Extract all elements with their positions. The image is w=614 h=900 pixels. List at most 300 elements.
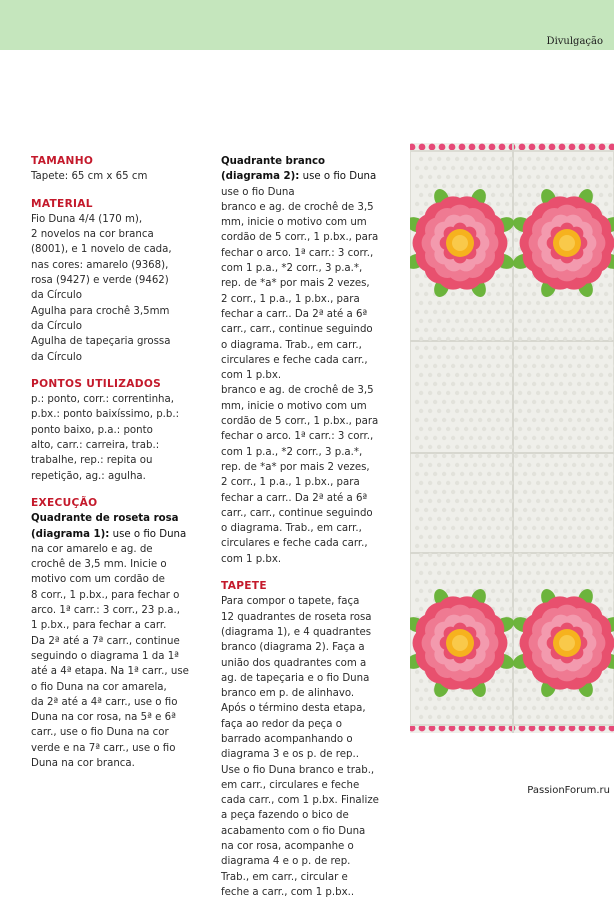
material-list — [31, 212, 219, 365]
stitch-texture — [509, 517, 513, 521]
stitch-texture — [415, 202, 419, 206]
stitch-texture — [599, 157, 603, 161]
stitch-texture — [473, 445, 477, 449]
stitch-texture — [527, 301, 531, 305]
stitch-texture — [523, 202, 527, 206]
stitch-texture — [545, 337, 549, 341]
stitch-texture — [433, 310, 437, 314]
stitch-texture — [577, 526, 581, 530]
stitch-texture — [518, 571, 522, 575]
rug-line: a peça fazendo o bico de — [221, 810, 349, 822]
stitch-texture — [500, 589, 504, 593]
stitch-texture — [505, 274, 509, 278]
picot-top — [449, 144, 456, 151]
stitch-texture — [464, 715, 468, 719]
execution-sub-text: Quadrante de roseta rosa — [31, 513, 179, 525]
stitch-texture — [496, 364, 500, 368]
stitch-texture — [460, 544, 464, 548]
stitch-texture — [527, 391, 531, 395]
rug-line: 12 quadrantes de roseta rosa — [221, 611, 372, 623]
stitch-texture — [473, 715, 477, 719]
stitch-texture — [433, 418, 437, 422]
stitch-texture — [608, 373, 612, 377]
stitch-texture — [595, 184, 599, 188]
stitch-texture — [586, 310, 590, 314]
stitch-texture — [590, 373, 594, 377]
stitch-texture — [608, 697, 612, 701]
stitch-texture — [446, 571, 450, 575]
stitch-texture — [496, 706, 500, 710]
stitch-texture — [514, 166, 518, 170]
stitch-texture — [568, 382, 572, 386]
stitch-texture — [487, 382, 491, 386]
stitch-texture — [496, 346, 500, 350]
picot-top — [489, 144, 496, 151]
stitch-texture — [509, 697, 513, 701]
stitch-texture — [545, 499, 549, 503]
stitch-texture — [446, 499, 450, 503]
stitch-texture — [536, 715, 540, 719]
stitch-texture — [433, 490, 437, 494]
stitch-texture — [509, 247, 513, 251]
stitch-texture — [595, 328, 599, 332]
stitch-texture — [532, 562, 536, 566]
white-quadrant-sub-line — [221, 169, 406, 184]
stitch-texture — [559, 166, 563, 170]
stitch-texture — [599, 553, 603, 557]
stitch-texture — [568, 490, 572, 494]
stitch-texture — [469, 292, 473, 296]
stitch-texture — [532, 598, 536, 602]
stitch-texture — [545, 571, 549, 575]
stitch-texture — [563, 193, 567, 197]
stitch-texture — [581, 553, 585, 557]
stitch-texture — [491, 409, 495, 413]
stitch-texture — [586, 400, 590, 404]
stitch-texture — [415, 310, 419, 314]
stitch-texture — [482, 391, 486, 395]
stitch-texture — [469, 490, 473, 494]
stitch-texture — [446, 589, 450, 593]
stitch-texture — [563, 175, 567, 179]
stitch-texture — [523, 184, 527, 188]
stitch-texture — [599, 175, 603, 179]
stitch-texture — [491, 553, 495, 557]
stitch-texture — [595, 418, 599, 422]
material-line: nas cores: amarelo (9368), — [31, 259, 169, 271]
stitch-texture — [482, 535, 486, 539]
stitch-texture — [451, 166, 455, 170]
white-quadrant-line: rep. de *a* por mais 2 vezes, — [221, 461, 370, 473]
stitch-texture — [590, 427, 594, 431]
stitches-heading: PONTOS UTILIZADOS — [31, 377, 162, 390]
stitch-texture — [446, 301, 450, 305]
stitch-texture — [415, 508, 419, 512]
stitch-texture — [455, 157, 459, 161]
stitch-texture — [527, 607, 531, 611]
stitch-texture — [586, 562, 590, 566]
stitch-texture — [518, 391, 522, 395]
stitch-texture — [595, 364, 599, 368]
stitch-texture — [572, 175, 576, 179]
stitch-texture — [500, 427, 504, 431]
stitch-texture — [433, 328, 437, 332]
stitch-texture — [473, 481, 477, 485]
stitch-texture — [451, 454, 455, 458]
stitch-texture — [514, 706, 518, 710]
stitch-texture — [491, 499, 495, 503]
stitch-texture — [469, 418, 473, 422]
stitch-texture — [527, 409, 531, 413]
stitch-texture — [496, 292, 500, 296]
stitch-texture — [590, 391, 594, 395]
stitch-texture — [604, 346, 608, 350]
stitch-texture — [500, 175, 504, 179]
stitch-texture — [536, 283, 540, 287]
stitches-line: repetição, ag.: agulha. — [31, 470, 146, 482]
stitch-texture — [424, 328, 428, 332]
stitch-texture — [509, 193, 513, 197]
stitch-texture — [442, 310, 446, 314]
stitch-texture — [604, 454, 608, 458]
stitch-texture — [491, 175, 495, 179]
stitch-texture — [464, 697, 468, 701]
stitch-texture — [505, 580, 509, 584]
stitch-texture — [545, 697, 549, 701]
stitch-texture — [604, 598, 608, 602]
stitch-texture — [437, 715, 441, 719]
stitch-texture — [469, 472, 473, 476]
stitch-texture — [442, 706, 446, 710]
stitch-texture — [523, 436, 527, 440]
stitch-texture — [442, 562, 446, 566]
stitch-texture — [577, 436, 581, 440]
stitch-texture — [550, 580, 554, 584]
stitch-texture — [527, 445, 531, 449]
execution-line: Duna na cor rosa, na 5ª e 6ª — [31, 712, 176, 724]
stitch-texture — [518, 589, 522, 593]
stitch-texture — [536, 535, 540, 539]
stitch-texture — [568, 328, 572, 332]
stitch-texture — [595, 436, 599, 440]
stitch-texture — [595, 526, 599, 530]
stitch-texture — [550, 364, 554, 368]
stitch-texture — [568, 166, 572, 170]
stitch-texture — [509, 535, 513, 539]
stitch-texture — [428, 301, 432, 305]
stitch-texture — [604, 706, 608, 710]
stitch-texture — [527, 697, 531, 701]
stitch-texture — [572, 319, 576, 323]
stitch-texture — [451, 562, 455, 566]
stitch-texture — [608, 175, 612, 179]
stitch-texture — [563, 409, 567, 413]
stitch-texture — [469, 580, 473, 584]
stitch-texture — [586, 508, 590, 512]
stitch-texture — [523, 688, 527, 692]
execution-line: 1 p.bx., para fechar a carr. — [31, 620, 167, 632]
stitch-texture — [419, 535, 423, 539]
stitch-texture — [527, 283, 531, 287]
stitch-texture — [482, 355, 486, 359]
stitch-texture — [514, 184, 518, 188]
stitch-texture — [536, 571, 540, 575]
stitch-texture — [478, 490, 482, 494]
stitch-texture — [572, 715, 576, 719]
stitch-texture — [536, 391, 540, 395]
stitch-texture — [572, 157, 576, 161]
white-quadrant-line: 2 corr., 1 p.a., 1 p.bx., para — [221, 477, 360, 489]
picot-top — [539, 144, 546, 151]
stitch-texture — [577, 706, 581, 710]
stitch-texture — [419, 373, 423, 377]
stitch-texture — [505, 670, 509, 674]
stitch-texture — [550, 454, 554, 458]
stitch-texture — [496, 490, 500, 494]
rug-line: barrado acompanhando o — [221, 733, 353, 745]
stitch-texture — [595, 292, 599, 296]
white-quadrant-line: o diagrama. Trab., em carr., — [221, 523, 362, 535]
stitch-texture — [487, 544, 491, 548]
stitch-texture — [590, 445, 594, 449]
stitch-texture — [415, 418, 419, 422]
stitch-texture — [500, 319, 504, 323]
stitch-texture — [460, 166, 464, 170]
stitch-texture — [500, 535, 504, 539]
stitch-texture — [563, 355, 567, 359]
stitch-texture — [464, 445, 468, 449]
left-column — [31, 154, 219, 771]
stitch-texture — [487, 706, 491, 710]
stitch-texture — [586, 382, 590, 386]
stitch-texture — [599, 409, 603, 413]
stitch-texture — [505, 454, 509, 458]
stitch-texture — [505, 526, 509, 530]
stitch-texture — [577, 508, 581, 512]
stitch-texture — [500, 571, 504, 575]
stitch-texture — [419, 319, 423, 323]
stitch-texture — [505, 310, 509, 314]
stitch-texture — [460, 454, 464, 458]
stitch-texture — [532, 400, 536, 404]
stitch-texture — [460, 310, 464, 314]
rug-line: Trab., em carr., circular e — [221, 871, 348, 883]
stitch-texture — [433, 364, 437, 368]
stitch-texture — [559, 310, 563, 314]
stitch-texture — [491, 589, 495, 593]
stitch-texture — [581, 697, 585, 701]
picot-top — [479, 144, 486, 151]
stitch-texture — [496, 202, 500, 206]
stitch-texture — [523, 706, 527, 710]
stitch-texture — [473, 463, 477, 467]
stitch-texture — [604, 508, 608, 512]
stitch-texture — [491, 679, 495, 683]
stitch-texture — [424, 292, 428, 296]
stitch-texture — [500, 715, 504, 719]
stitch-texture — [491, 517, 495, 521]
stitch-texture — [419, 679, 423, 683]
stitch-texture — [491, 391, 495, 395]
stitch-texture — [604, 562, 608, 566]
stitch-texture — [491, 337, 495, 341]
stitch-texture — [527, 463, 531, 467]
stitches-line: p.: ponto, corr.: correntinha, — [31, 394, 174, 406]
stitch-texture — [559, 400, 563, 404]
stitch-texture — [563, 301, 567, 305]
stitch-texture — [572, 463, 576, 467]
stitch-texture — [455, 715, 459, 719]
stitch-texture — [473, 499, 477, 503]
stitch-texture — [550, 328, 554, 332]
stitch-texture — [595, 472, 599, 476]
stitch-texture — [415, 454, 419, 458]
stitch-texture — [550, 436, 554, 440]
stitch-texture — [491, 445, 495, 449]
stitch-texture — [433, 436, 437, 440]
stitch-texture — [451, 418, 455, 422]
stitch-texture — [514, 508, 518, 512]
stitch-texture — [482, 409, 486, 413]
stitch-texture — [523, 400, 527, 404]
stitch-texture — [559, 706, 563, 710]
stitch-texture — [554, 571, 558, 575]
picot-top — [419, 144, 426, 151]
stitch-texture — [523, 544, 527, 548]
stitch-texture — [527, 517, 531, 521]
stitch-texture — [505, 544, 509, 548]
stitch-texture — [518, 337, 522, 341]
stitch-texture — [455, 427, 459, 431]
stitch-texture — [572, 355, 576, 359]
stitch-texture — [608, 589, 612, 593]
stitch-texture — [424, 688, 428, 692]
stitch-texture — [455, 697, 459, 701]
stitch-texture — [500, 499, 504, 503]
stitch-texture — [428, 193, 432, 197]
stitch-texture — [437, 301, 441, 305]
execution-heading: EXECUÇÃO — [31, 496, 98, 509]
stitch-texture — [424, 544, 428, 548]
stitch-texture — [487, 436, 491, 440]
stitch-texture — [505, 364, 509, 368]
stitch-texture — [608, 301, 612, 305]
stitch-texture — [586, 436, 590, 440]
section-label: Divulgação — [546, 36, 603, 47]
stitch-texture — [455, 355, 459, 359]
stitch-texture — [568, 418, 572, 422]
stitch-texture — [554, 319, 558, 323]
stitch-texture — [568, 472, 572, 476]
stitch-texture — [554, 175, 558, 179]
stitch-texture — [482, 571, 486, 575]
stitch-texture — [478, 310, 482, 314]
stitch-texture — [487, 526, 491, 530]
stitch-texture — [514, 454, 518, 458]
stitch-texture — [568, 706, 572, 710]
stitch-texture — [437, 517, 441, 521]
stitch-texture — [509, 463, 513, 467]
stitch-texture — [532, 292, 536, 296]
stitch-texture — [460, 526, 464, 530]
stitch-texture — [487, 184, 491, 188]
stitch-texture — [473, 175, 477, 179]
stitch-texture — [460, 436, 464, 440]
white-quadrant-line: mm, inicie o motivo com um — [221, 400, 367, 412]
stitch-texture — [608, 481, 612, 485]
stitch-texture — [590, 301, 594, 305]
stitch-texture — [563, 337, 567, 341]
white-quadrant-line: fechar a carr.. Da 2ª até a 6ª — [221, 308, 368, 320]
stitch-texture — [424, 526, 428, 530]
stitch-texture — [577, 454, 581, 458]
stitch-texture — [532, 706, 536, 710]
stitches-line: p.bx.: ponto baixíssimo, p.b.: — [31, 409, 180, 421]
stitch-texture — [554, 589, 558, 593]
stitch-texture — [608, 193, 612, 197]
stitch-texture — [469, 544, 473, 548]
stitch-texture — [482, 499, 486, 503]
stitch-texture — [473, 409, 477, 413]
white-quadrant-line: use o fio Duna — [221, 186, 295, 198]
stitch-texture — [455, 589, 459, 593]
stitch-texture — [608, 553, 612, 557]
execution-sub-line — [31, 527, 219, 542]
stitch-texture — [473, 517, 477, 521]
stitch-texture — [437, 445, 441, 449]
stitch-texture — [505, 346, 509, 350]
stitch-texture — [514, 418, 518, 422]
stitch-texture — [572, 391, 576, 395]
stitch-texture — [590, 535, 594, 539]
stitch-texture — [419, 301, 423, 305]
stitch-texture — [527, 535, 531, 539]
stitch-texture — [424, 364, 428, 368]
stitch-texture — [446, 463, 450, 467]
stitch-texture — [550, 706, 554, 710]
stitch-texture — [424, 706, 428, 710]
execution-line: seguindo o diagrama 1 da 1ª — [31, 650, 179, 662]
stitch-texture — [464, 463, 468, 467]
stitch-texture — [460, 328, 464, 332]
stitch-texture — [428, 463, 432, 467]
stitch-texture — [500, 607, 504, 611]
stitch-texture — [496, 382, 500, 386]
stitch-texture — [514, 598, 518, 602]
rug-line: Após o término desta etapa, — [221, 703, 366, 715]
stitch-texture — [590, 481, 594, 485]
stitch-texture — [460, 562, 464, 566]
execution-subheading — [31, 511, 219, 542]
stitch-texture — [509, 175, 513, 179]
stitch-texture — [451, 400, 455, 404]
stitch-texture — [496, 454, 500, 458]
stitch-texture — [491, 427, 495, 431]
stitch-texture — [518, 481, 522, 485]
stitch-texture — [590, 157, 594, 161]
material-line: Agulha de tapeçaria grossa — [31, 336, 171, 348]
white-quadrant-line: circulares e feche cada carr., — [221, 538, 368, 550]
stitch-texture — [469, 562, 473, 566]
stitch-texture — [527, 373, 531, 377]
white-quadrant-line: rep. de *a* por mais 2 vezes, — [221, 278, 370, 290]
stitch-texture — [460, 292, 464, 296]
stitch-texture — [460, 580, 464, 584]
stitch-texture — [500, 391, 504, 395]
picot-top — [599, 144, 606, 151]
stitch-texture — [559, 454, 563, 458]
stitch-texture — [608, 391, 612, 395]
